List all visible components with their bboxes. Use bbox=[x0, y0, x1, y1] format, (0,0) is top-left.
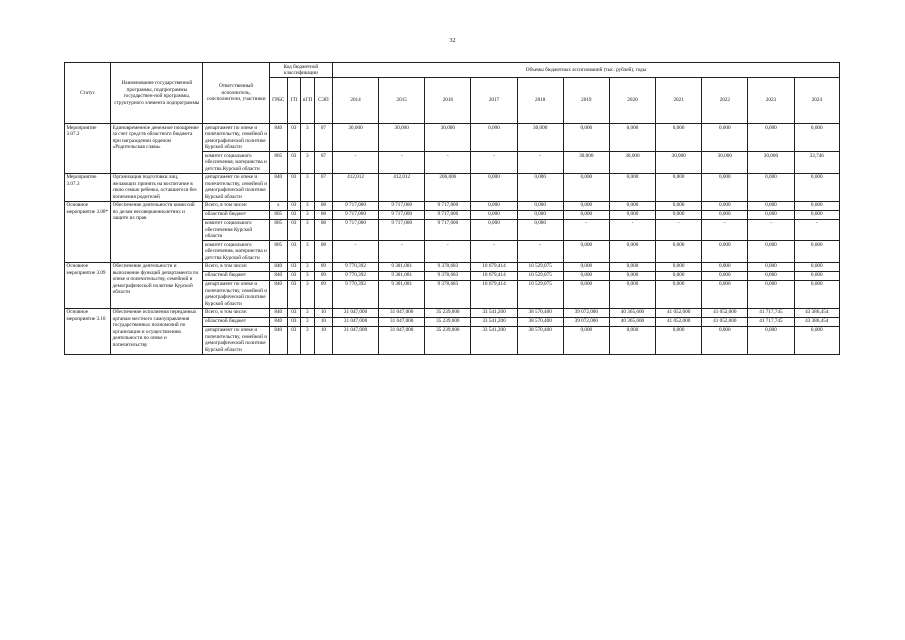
row-value-cell: 0,000 bbox=[794, 210, 839, 219]
header-year-2018: 2018 bbox=[517, 78, 563, 124]
row-executor: департамент по опеке и попечительству, семейной и демографической политике Курской области bbox=[203, 173, 269, 201]
row-value-cell: 43 386,454 bbox=[794, 317, 839, 326]
row-code-cell: 3 bbox=[300, 219, 314, 241]
row-value-cell: 41 717,745 bbox=[748, 317, 794, 326]
row-code-cell: 03 bbox=[287, 326, 300, 354]
row-value-cell: - bbox=[609, 219, 655, 241]
row-code-cell: 03 bbox=[287, 241, 300, 263]
row-code-cell: 3 bbox=[300, 210, 314, 219]
row-value-cell: 9 770,392 bbox=[332, 280, 378, 308]
row-value-cell: - bbox=[379, 152, 425, 174]
row-code-cell: 03 bbox=[287, 308, 300, 317]
row-value-cell: 9 717,000 bbox=[379, 210, 425, 219]
row-name: Организация подготовки лиц, желающих принять на воспитание в свою семью ребенка, оставшегося без попечения родителей bbox=[111, 173, 203, 201]
row-value-cell: 0,000 bbox=[702, 280, 748, 308]
header-year-2015: 2015 bbox=[379, 78, 425, 124]
row-value-cell: 0,000 bbox=[794, 124, 839, 152]
row-value-cell: 0,000 bbox=[794, 201, 839, 210]
row-value-cell: 0,000 bbox=[794, 326, 839, 354]
row-code-cell: 08 bbox=[314, 201, 332, 210]
row-value-cell: 0,000 bbox=[471, 173, 517, 201]
row-code-cell: 3 bbox=[300, 124, 314, 152]
row-value-cell: 9 717,000 bbox=[425, 201, 471, 210]
table-row bbox=[65, 308, 840, 317]
header-year-2019: 2019 bbox=[563, 78, 609, 124]
row-value-cell: 0,000 bbox=[656, 262, 702, 271]
header-year-2014: 2014 bbox=[332, 78, 378, 124]
page-number: 32 bbox=[449, 38, 456, 44]
row-code-cell: 08 bbox=[314, 241, 332, 263]
row-value-cell: 41 052,000 bbox=[656, 317, 702, 326]
row-value-cell: 0,000 bbox=[656, 210, 702, 219]
row-value-cell: 0,000 bbox=[748, 262, 794, 271]
row-value-cell: 9 717,000 bbox=[379, 219, 425, 241]
header-budget-volumes: Объемы бюджетных ассигнований (тыс. рублей), годы bbox=[332, 63, 839, 78]
row-value-cell: 31 047,000 bbox=[379, 308, 425, 317]
row-value-cell: 0,000 bbox=[517, 210, 563, 219]
row-code-cell: 08 bbox=[314, 210, 332, 219]
row-value-cell: 0,000 bbox=[609, 173, 655, 201]
row-value-cell: 41 052,000 bbox=[702, 317, 748, 326]
row-value-cell: 0,000 bbox=[748, 201, 794, 210]
row-status: Мероприятие 3.07.2 bbox=[65, 124, 111, 174]
row-value-cell: 30,000 bbox=[425, 124, 471, 152]
row-code-cell: 805 bbox=[269, 219, 287, 241]
row-value-cell: 0,000 bbox=[563, 271, 609, 280]
row-code-cell: 840 bbox=[269, 124, 287, 152]
header-year-2024: 2024 bbox=[794, 78, 839, 124]
row-value-cell: 0,000 bbox=[471, 201, 517, 210]
header-code-1: ГП bbox=[287, 78, 300, 124]
row-value-cell: - bbox=[471, 241, 517, 263]
row-value-cell: 0,000 bbox=[702, 241, 748, 263]
row-executor: областной бюджет bbox=[203, 317, 269, 326]
row-value-cell: 30,000 bbox=[563, 152, 609, 174]
row-value-cell: 9 301,081 bbox=[379, 280, 425, 308]
row-value-cell: 33,746 bbox=[794, 152, 839, 174]
row-code-cell: 03 bbox=[287, 271, 300, 280]
row-code-cell: 840 bbox=[269, 271, 287, 280]
row-status: Мероприятие 3.07.3 bbox=[65, 173, 111, 201]
row-code-cell: 09 bbox=[314, 262, 332, 271]
row-value-cell: 0,000 bbox=[748, 210, 794, 219]
row-value-cell: 412,012 bbox=[379, 173, 425, 201]
budget-table bbox=[64, 62, 840, 355]
row-value-cell: 0,000 bbox=[609, 262, 655, 271]
row-value-cell: 40 365,600 bbox=[609, 317, 655, 326]
row-value-cell: 0,000 bbox=[748, 326, 794, 354]
row-code-cell: 840 bbox=[269, 262, 287, 271]
row-value-cell: 10 529,075 bbox=[517, 280, 563, 308]
row-value-cell: 38 570,400 bbox=[517, 308, 563, 317]
row-value-cell: 0,000 bbox=[563, 280, 609, 308]
row-value-cell: - bbox=[332, 241, 378, 263]
header-code-0: ГРБС bbox=[269, 78, 287, 124]
row-code-cell: 03 bbox=[287, 317, 300, 326]
row-code-cell: 3 bbox=[300, 271, 314, 280]
row-value-cell: 0,000 bbox=[748, 280, 794, 308]
row-value-cell: 10 529,075 bbox=[517, 262, 563, 271]
row-code-cell: 03 bbox=[287, 280, 300, 308]
header-code-2: пГП bbox=[300, 78, 314, 124]
row-value-cell: 0,000 bbox=[748, 241, 794, 263]
row-code-cell: 07 bbox=[314, 173, 332, 201]
table-row bbox=[65, 201, 840, 210]
row-value-cell: 35 239,000 bbox=[425, 308, 471, 317]
row-code-cell: 3 bbox=[300, 241, 314, 263]
row-code-cell: 08 bbox=[314, 219, 332, 241]
row-value-cell: 30,000 bbox=[517, 124, 563, 152]
row-value-cell: - bbox=[794, 219, 839, 241]
row-executor: комитет социального обеспечения, материнства и детства Курской области bbox=[203, 241, 269, 263]
header-year-2016: 2016 bbox=[425, 78, 471, 124]
row-value-cell: 10 679,414 bbox=[471, 271, 517, 280]
table-row bbox=[65, 124, 840, 152]
row-code-cell: 805 bbox=[269, 210, 287, 219]
row-value-cell: 0,000 bbox=[702, 201, 748, 210]
row-code-cell: 03 bbox=[287, 173, 300, 201]
row-value-cell: 41 052,000 bbox=[702, 308, 748, 317]
header-code-3: СЭП bbox=[314, 78, 332, 124]
row-value-cell: 10 679,414 bbox=[471, 280, 517, 308]
row-value-cell: 30,000 bbox=[702, 152, 748, 174]
row-value-cell: 33 541,200 bbox=[471, 326, 517, 354]
row-value-cell: 206,006 bbox=[425, 173, 471, 201]
row-code-cell: 840 bbox=[269, 308, 287, 317]
row-value-cell: 0,000 bbox=[609, 280, 655, 308]
row-value-cell: 30,000 bbox=[332, 124, 378, 152]
row-value-cell: 0,000 bbox=[609, 271, 655, 280]
row-code-cell: 805 bbox=[269, 152, 287, 174]
row-value-cell: 35 239,000 bbox=[425, 317, 471, 326]
row-code-cell: 07 bbox=[314, 152, 332, 174]
row-value-cell: - bbox=[656, 219, 702, 241]
row-executor: Всего, в том числе: bbox=[203, 308, 269, 317]
row-name: Обеспечение деятельности и выполнение функций департамента по опеке и попечительству, семейной и демографической политике Курской области bbox=[111, 262, 203, 308]
row-value-cell: 0,000 bbox=[748, 271, 794, 280]
row-code-cell: 3 bbox=[300, 262, 314, 271]
row-value-cell: 9 378,683 bbox=[425, 280, 471, 308]
row-code-cell: 09 bbox=[314, 271, 332, 280]
row-executor: департамент по опеке и попечительству, семейной и демографической политике Курской области bbox=[203, 326, 269, 354]
row-executor: областной бюджет bbox=[203, 210, 269, 219]
row-value-cell: 0,000 bbox=[563, 262, 609, 271]
row-value-cell: 0,000 bbox=[563, 210, 609, 219]
table-row bbox=[65, 262, 840, 271]
row-value-cell: 31 047,000 bbox=[332, 308, 378, 317]
row-value-cell: 0,000 bbox=[563, 173, 609, 201]
row-value-cell: - bbox=[563, 219, 609, 241]
row-value-cell: 9 717,000 bbox=[332, 201, 378, 210]
row-value-cell: 0,000 bbox=[656, 124, 702, 152]
row-value-cell: 0,000 bbox=[471, 219, 517, 241]
row-name: Обеспечение исполнения переданных органам местного самоуправления государственных полномочий по организации и осуществлению деятельности по опеке и попечительству bbox=[111, 308, 203, 354]
row-value-cell: 0,000 bbox=[471, 124, 517, 152]
row-executor: Всего, в том числе: bbox=[203, 201, 269, 210]
row-value-cell: 9 770,392 bbox=[332, 271, 378, 280]
row-status: Основное мероприятие 3.09 bbox=[65, 262, 111, 308]
row-value-cell: - bbox=[471, 152, 517, 174]
row-status: Основное мероприятие 3.10 bbox=[65, 308, 111, 354]
row-value-cell: 9 717,000 bbox=[425, 219, 471, 241]
row-code-cell: 3 bbox=[300, 326, 314, 354]
row-code-cell: 840 bbox=[269, 173, 287, 201]
row-value-cell: 0,000 bbox=[609, 124, 655, 152]
row-executor: комитет социального обеспечения, материнства и детства Курской области bbox=[203, 152, 269, 174]
row-value-cell: 35 239,000 bbox=[425, 326, 471, 354]
row-value-cell: 0,000 bbox=[563, 241, 609, 263]
row-code-cell: 840 bbox=[269, 317, 287, 326]
row-value-cell: 39 072,000 bbox=[563, 308, 609, 317]
row-code-cell: 3 bbox=[300, 317, 314, 326]
row-value-cell: 9 717,000 bbox=[332, 219, 378, 241]
row-code-cell: 840 bbox=[269, 326, 287, 354]
row-value-cell: - bbox=[517, 152, 563, 174]
row-code-cell: 805 bbox=[269, 241, 287, 263]
row-status: Основное мероприятие 3.08* bbox=[65, 201, 111, 262]
row-value-cell: 30,000 bbox=[748, 152, 794, 174]
row-code-cell: 03 bbox=[287, 124, 300, 152]
row-value-cell: 0,000 bbox=[656, 201, 702, 210]
row-code-cell: 840 bbox=[269, 280, 287, 308]
row-code-cell: 03 bbox=[287, 201, 300, 210]
row-value-cell: 31 047,000 bbox=[379, 326, 425, 354]
row-value-cell: - bbox=[425, 241, 471, 263]
row-value-cell: 0,000 bbox=[609, 210, 655, 219]
header-name: Наименование государственной программы, подпрограммы государствен-ной программы, структурного элемента подпрограммы bbox=[111, 63, 203, 124]
row-value-cell: 0,000 bbox=[794, 173, 839, 201]
row-value-cell: 43 386,454 bbox=[794, 308, 839, 317]
row-executor: комитет социального обеспечения Курской области bbox=[203, 219, 269, 241]
row-value-cell: 9 770,392 bbox=[332, 262, 378, 271]
row-value-cell: 10 679,414 bbox=[471, 262, 517, 271]
header-year-2022: 2022 bbox=[702, 78, 748, 124]
row-value-cell: 31 047,000 bbox=[332, 326, 378, 354]
row-name: Единовременное денежное поощрение за счет средств областного бюджета при награждении орденом «Родительская слава» bbox=[111, 124, 203, 174]
table-row bbox=[65, 173, 840, 201]
row-value-cell: 0,000 bbox=[563, 124, 609, 152]
row-value-cell: 0,000 bbox=[471, 210, 517, 219]
row-value-cell: 0,000 bbox=[702, 124, 748, 152]
row-value-cell: 10 529,075 bbox=[517, 271, 563, 280]
row-value-cell: 30,000 bbox=[656, 152, 702, 174]
row-value-cell: 9 717,000 bbox=[425, 210, 471, 219]
header-budget-codes: Код бюджетной классификации bbox=[269, 63, 332, 78]
row-value-cell: 0,000 bbox=[794, 280, 839, 308]
row-code-cell: 10 bbox=[314, 317, 332, 326]
row-code-cell: 03 bbox=[287, 152, 300, 174]
row-value-cell: 0,000 bbox=[748, 173, 794, 201]
row-value-cell: 0,000 bbox=[609, 201, 655, 210]
row-value-cell: 0,000 bbox=[656, 173, 702, 201]
row-code-cell: 10 bbox=[314, 308, 332, 317]
row-code-cell: 3 bbox=[300, 308, 314, 317]
row-value-cell: 0,000 bbox=[794, 271, 839, 280]
row-executor: департамент по опеке и попечительству, семейной и демографической политике Курской области bbox=[203, 124, 269, 152]
row-value-cell: 38 570,400 bbox=[517, 326, 563, 354]
row-value-cell: 0,000 bbox=[702, 271, 748, 280]
row-code-cell: 03 bbox=[287, 219, 300, 241]
row-value-cell: 9 717,000 bbox=[379, 201, 425, 210]
row-code-cell: 03 bbox=[287, 210, 300, 219]
row-value-cell: 0,000 bbox=[656, 241, 702, 263]
header-executor: Ответственный исполнитель, соисполнители, участники bbox=[203, 63, 269, 124]
row-value-cell: 41 052,000 bbox=[656, 308, 702, 317]
row-value-cell: 0,000 bbox=[517, 201, 563, 210]
row-value-cell: - bbox=[702, 219, 748, 241]
row-executor: Всего, в том числе: bbox=[203, 262, 269, 271]
row-value-cell: 0,000 bbox=[563, 201, 609, 210]
row-value-cell: 0,000 bbox=[563, 326, 609, 354]
row-value-cell: 0,000 bbox=[702, 262, 748, 271]
row-name: Обеспечение деятельности комиссий по делам несовершеннолетних и защите их прав bbox=[111, 201, 203, 262]
row-value-cell: 0,000 bbox=[794, 262, 839, 271]
row-value-cell: - bbox=[379, 241, 425, 263]
row-code-cell: 07 bbox=[314, 124, 332, 152]
row-value-cell: 0,000 bbox=[748, 124, 794, 152]
row-code-cell: х bbox=[269, 201, 287, 210]
header-year-2023: 2023 bbox=[748, 78, 794, 124]
row-code-cell: 3 bbox=[300, 201, 314, 210]
row-value-cell: 0,000 bbox=[609, 241, 655, 263]
row-value-cell: 9 301,081 bbox=[379, 271, 425, 280]
row-executor: областной бюджет bbox=[203, 271, 269, 280]
row-value-cell: 31 047,000 bbox=[379, 317, 425, 326]
row-executor: департамент по опеке и попечительству, семейной и демографической политике Курской области bbox=[203, 280, 269, 308]
row-value-cell: 9 378,683 bbox=[425, 271, 471, 280]
row-value-cell: 9 378,683 bbox=[425, 262, 471, 271]
row-value-cell: 0,000 bbox=[517, 219, 563, 241]
row-value-cell: 412,012 bbox=[332, 173, 378, 201]
header-year-2020: 2020 bbox=[609, 78, 655, 124]
header-status: Статус bbox=[65, 63, 111, 124]
row-value-cell: 31 047,000 bbox=[332, 317, 378, 326]
row-value-cell: 39 072,000 bbox=[563, 317, 609, 326]
row-value-cell: 0,000 bbox=[656, 271, 702, 280]
row-value-cell: 33 541,200 bbox=[471, 308, 517, 317]
row-code-cell: 3 bbox=[300, 152, 314, 174]
row-value-cell: 0,000 bbox=[656, 326, 702, 354]
row-value-cell: - bbox=[748, 219, 794, 241]
row-value-cell: 30,000 bbox=[609, 152, 655, 174]
header-year-2017: 2017 bbox=[471, 78, 517, 124]
row-value-cell: 38 570,400 bbox=[517, 317, 563, 326]
row-value-cell: 9 717,000 bbox=[332, 210, 378, 219]
row-value-cell: - bbox=[517, 241, 563, 263]
row-value-cell: 0,000 bbox=[609, 326, 655, 354]
row-code-cell: 3 bbox=[300, 173, 314, 201]
row-code-cell: 10 bbox=[314, 326, 332, 354]
header-year-2021: 2021 bbox=[656, 78, 702, 124]
table-body bbox=[65, 124, 840, 355]
row-value-cell: 41 717,745 bbox=[748, 308, 794, 317]
row-value-cell: 9 301,081 bbox=[379, 262, 425, 271]
row-value-cell: 30,000 bbox=[379, 124, 425, 152]
row-value-cell: 33 541,200 bbox=[471, 317, 517, 326]
row-value-cell: 0,000 bbox=[794, 241, 839, 263]
row-code-cell: 09 bbox=[314, 280, 332, 308]
row-value-cell: - bbox=[332, 152, 378, 174]
row-code-cell: 3 bbox=[300, 280, 314, 308]
row-value-cell: 0,000 bbox=[702, 173, 748, 201]
row-value-cell: 0,000 bbox=[702, 326, 748, 354]
row-value-cell: 40 365,600 bbox=[609, 308, 655, 317]
row-value-cell: 0,000 bbox=[702, 210, 748, 219]
row-value-cell: - bbox=[425, 152, 471, 174]
row-value-cell: 0,000 bbox=[517, 173, 563, 201]
row-code-cell: 03 bbox=[287, 262, 300, 271]
row-value-cell: 0,000 bbox=[656, 280, 702, 308]
